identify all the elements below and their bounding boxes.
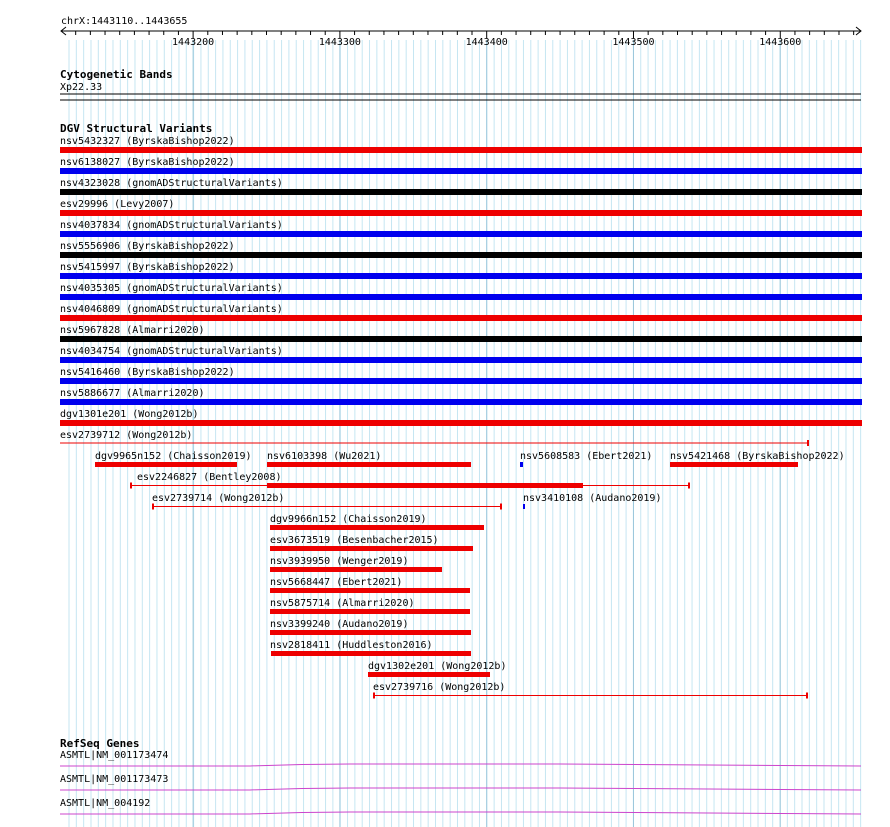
cytoband-label: Xp22.33 (60, 82, 103, 93)
ruler-ticks (76, 31, 854, 48)
ruler-tick-label: 1443300 (318, 37, 361, 48)
dgv-title: DGV Structural Variants (60, 122, 213, 135)
variant-label[interactable]: esv29996 (Levy2007) (60, 199, 175, 210)
variant-label[interactable]: nsv4037834 (gnomADStructuralVariants) (60, 220, 283, 231)
gene-intron-line[interactable] (60, 788, 861, 790)
ruler-tick-label: 1443600 (759, 37, 802, 48)
variant-label[interactable]: nsv5886677 (Almarri2020) (60, 388, 205, 399)
variant-bar[interactable] (270, 567, 442, 572)
variant-bar[interactable] (60, 315, 862, 321)
gene-intron-line[interactable] (60, 764, 861, 766)
variant-bar[interactable] (368, 672, 490, 677)
ruler-track[interactable] (61, 16, 861, 48)
variant-bar[interactable] (270, 588, 470, 593)
ruler-tick-label: 1443400 (465, 37, 508, 48)
variant-bar[interactable] (60, 231, 862, 237)
variant-bar[interactable] (520, 462, 523, 467)
variant-label[interactable]: dgv9966n152 (Chaisson2019) (270, 514, 427, 525)
variant-label[interactable]: nsv5415997 (ByrskaBishop2022) (60, 262, 235, 273)
refseq-title: RefSeq Genes (60, 737, 140, 750)
variant-label[interactable]: nsv5608583 (Ebert2021) (520, 451, 653, 462)
variant-bar[interactable] (95, 462, 237, 467)
variant-label[interactable]: nsv5668447 (Ebert2021) (270, 577, 403, 588)
variant-bar[interactable] (270, 546, 473, 551)
cytobands-title: Cytogenetic Bands (60, 68, 173, 81)
variant-bar[interactable] (60, 252, 862, 258)
variant-label[interactable]: nsv5432327 (ByrskaBishop2022) (60, 136, 235, 147)
variant-label[interactable]: esv3673519 (Besenbacher2015) (270, 535, 439, 546)
cytogenetic-bands-track[interactable] (60, 68, 861, 100)
variant-label[interactable]: nsv3399240 (Audano2019) (270, 619, 409, 630)
ruler-tick-label: 1443500 (612, 37, 655, 48)
variant-bar[interactable] (523, 504, 525, 509)
variant-bar[interactable] (60, 357, 862, 363)
variant-label[interactable]: dgv1301e201 (Wong2012b) (60, 409, 199, 420)
variant-label[interactable]: nsv4035305 (gnomADStructuralVariants) (60, 283, 283, 294)
variant-bar[interactable] (60, 336, 862, 342)
variant-bar[interactable] (267, 483, 583, 488)
variant-bar[interactable] (270, 630, 471, 635)
variant-label[interactable]: esv2246827 (Bentley2008) (137, 472, 282, 483)
variant-bar[interactable] (60, 147, 862, 153)
variant-label[interactable]: esv2739712 (Wong2012b) (60, 430, 193, 441)
variant-label[interactable]: nsv6103398 (Wu2021) (267, 451, 382, 462)
variant-label[interactable]: nsv5875714 (Almarri2020) (270, 598, 415, 609)
variant-label[interactable]: nsv5556906 (ByrskaBishop2022) (60, 241, 235, 252)
variant-label[interactable]: nsv6138027 (ByrskaBishop2022) (60, 157, 235, 168)
variant-bar[interactable] (670, 462, 798, 467)
gene-label[interactable]: ASMTL|NM_001173474 (60, 750, 169, 761)
variant-bar[interactable] (60, 189, 862, 195)
refseq-genes-track[interactable] (60, 737, 861, 814)
variant-bar[interactable] (60, 378, 862, 384)
variant-label[interactable]: nsv3410108 (Audano2019) (523, 493, 662, 504)
variant-label[interactable]: esv2739714 (Wong2012b) (152, 493, 285, 504)
variant-bar[interactable] (60, 294, 862, 300)
variant-label[interactable]: nsv4046809 (gnomADStructuralVariants) (60, 304, 283, 315)
variant-bar[interactable] (60, 168, 862, 174)
gene-label[interactable]: ASMTL|NM_001173473 (60, 774, 169, 785)
variant-label[interactable]: nsv2818411 (Huddleston2016) (270, 640, 433, 651)
gene-label[interactable]: ASMTL|NM_004192 (60, 798, 151, 809)
variant-bar[interactable] (60, 273, 862, 279)
location-label: chrX:1443110..1443655 (61, 16, 188, 27)
variant-bar[interactable] (60, 420, 862, 426)
variant-label[interactable]: dgv1302e201 (Wong2012b) (368, 661, 507, 672)
variant-bar[interactable] (267, 462, 471, 467)
variant-label[interactable]: nsv5421468 (ByrskaBishop2022) (670, 451, 845, 462)
variant-bar[interactable] (60, 210, 862, 216)
gene-intron-line[interactable] (60, 812, 861, 814)
variant-label[interactable]: dgv9965n152 (Chaisson2019) (95, 451, 252, 462)
variant-label[interactable]: nsv4323028 (gnomADStructuralVariants) (60, 178, 283, 189)
dgv-structural-variants-track[interactable] (60, 122, 862, 699)
variant-bar[interactable] (270, 525, 484, 530)
variant-bar[interactable] (270, 609, 470, 614)
variant-label[interactable]: nsv4034754 (gnomADStructuralVariants) (60, 346, 283, 357)
variant-bar[interactable] (271, 651, 471, 656)
ruler-tick-label: 1443200 (172, 37, 215, 48)
variant-label[interactable]: esv2739716 (Wong2012b) (373, 682, 506, 693)
variant-label[interactable]: nsv3939950 (Wenger2019) (270, 556, 409, 567)
variant-bar[interactable] (60, 399, 862, 405)
variant-label[interactable]: nsv5416460 (ByrskaBishop2022) (60, 367, 235, 378)
variant-label[interactable]: nsv5967828 (Almarri2020) (60, 325, 205, 336)
